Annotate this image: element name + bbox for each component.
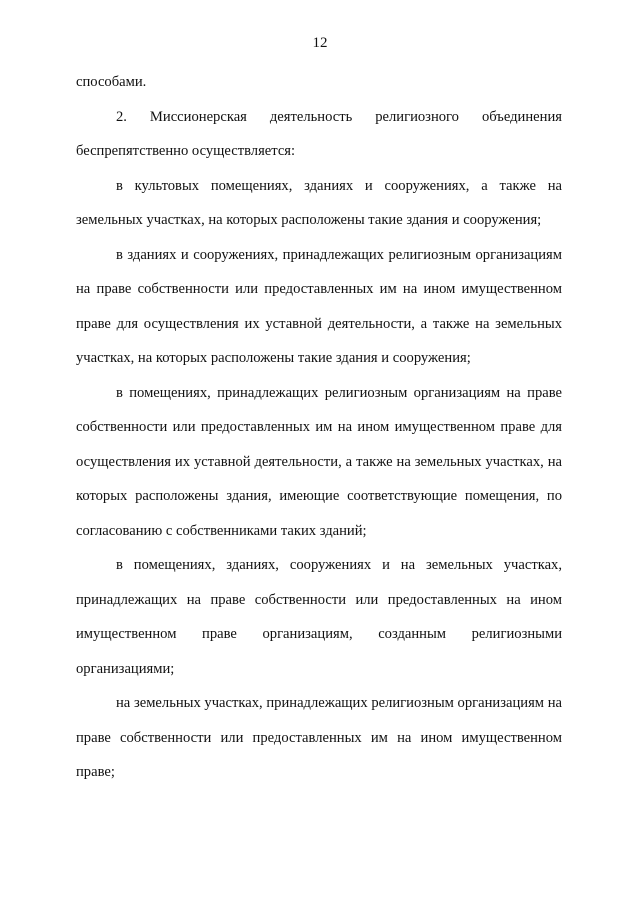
paragraph-item-2: 2. Миссионерская деятельность религиозного объединения беспрепятственно осуществляется: [76,108,562,159]
paragraph-land-plots: на земельных участках, принадлежащих религиозным организациям на праве собственности или предоставленных им на ином имущественном праве; [76,695,562,780]
paragraph-continuation: способами. [76,74,147,90]
paragraph-cult-premises: в культовых помещениях, зданиях и сооружениях, а также на земельных участках, на которых расположены такие здания и сооружения; [76,177,562,228]
paragraph-organization-buildings: в зданиях и сооружениях, принадлежащих религиозным организациям на праве собственности или предоставленных им на ином имущественном праве для осуществления их уставной деятельности, а также на земельных участках, на которых расположены такие здания и сооружения; [76,246,562,366]
page-number: 12 [312,35,328,51]
paragraph-organization-premises: в помещениях, принадлежащих религиозным организациям на праве собственности или предоставленных им на ином имущественном праве для осуществления их уставной деятельности, а также на земельных участках, на которых расположены здания, имеющие соответствующие помещения, по согласованию с собственниками таких зданий; [76,384,562,539]
document-body [76,65,562,790]
paragraph-created-organizations: в помещениях, зданиях, сооружениях и на земельных участках, принадлежащих на праве собственности или предоставленных на ином имущественном праве организациям, созданным религиозными организациями; [76,557,562,677]
